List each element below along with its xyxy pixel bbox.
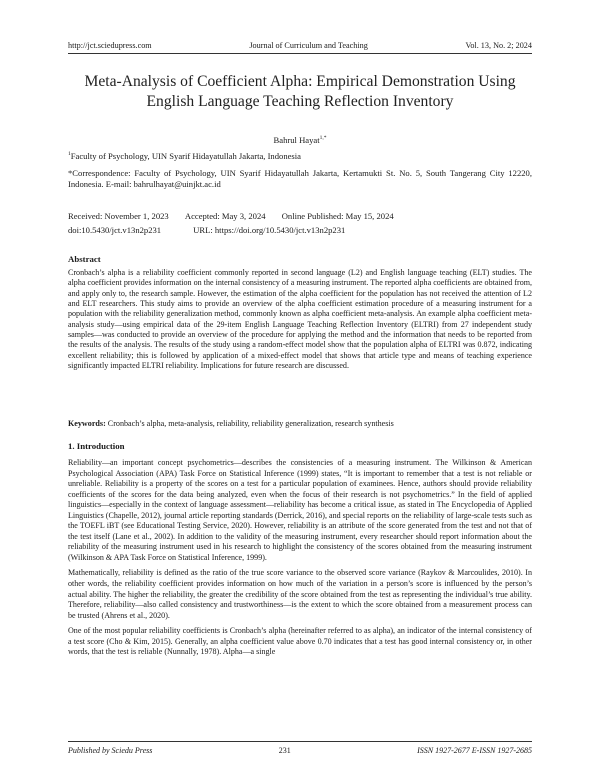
abstract-heading: Abstract: [68, 254, 101, 264]
keywords-label: Keywords:: [68, 419, 106, 428]
journal-url[interactable]: http://jct.sciedupress.com: [68, 41, 152, 50]
issn: ISSN 1927-2677 E-ISSN 1927-2685: [417, 746, 532, 755]
volume-info: Vol. 13, No. 2; 2024: [465, 41, 532, 50]
publisher: Published by Sciedu Press: [68, 746, 153, 755]
title-line-1: Meta-Analysis of Coefficient Alpha: Empirical Demonstration Using: [84, 73, 516, 90]
page-number: 231: [278, 746, 291, 755]
received-date: Received: November 1, 2023: [68, 211, 169, 221]
abstract-text: Cronbach’s alpha is a reliability coefficient commonly reported in second language (L2) and English language teaching (ELT) studies. The alpha coefficient provides information on the internal consistency of a measuring instrument. The reported alpha coefficients are obtained from, and apply only to, the research sample. However, the estimation of the alpha coefficient for the population has not received the attention of L2 and ELT researchers. This study aims to provide an overview of the alpha coefficient estimation procedure of a measuring instrument for a population with the reliability generalization method, commonly known as alpha coefficient meta-analysis. An example alpha coefficient meta-analysis study—using empirical data of the 29-item English Language Teaching Reflection Inventory (ELTRI) from 27 independent study samples—was conducted to provide an overview of the procedure for applying the method and the information that needs to be reported from the results of the analysis. The results of the study using a random-effect model show that the population alpha of ELTRI was 0.872, indicating excellent reliability; this is followed by application of a mixed-effect model that shows that article type and means of teaching experience significantly impacted ELTRI reliability. Implications for future research are discussed.: [68, 268, 532, 371]
published-date: Online Published: May 15, 2024: [281, 211, 394, 221]
doi: doi:10.5430/jct.v13n2p231: [68, 225, 162, 235]
page-footer: [68, 741, 532, 755]
accepted-date: Accepted: May 3, 2024: [184, 211, 266, 221]
paragraph: Mathematically, reliability is defined as the ratio of the true score variance to the observed score variance (Raykov & Marcoulides, 2010). In other words, the reliability coefficient provides information on how much of the variation in a person’s score is influenced by the person’s actual ability. The higher the reliability, the greater the credibility of the score obtained from the test as representing the individual’s true ability. Therefore, reliability—also called consistency and trustworthiness—is the extent to which the score obtained from a measurement process can be trusted (Ahrens et al., 2020).: [68, 568, 532, 620]
paragraph: Reliability—an important concept psychometrics—describes the consistencies of a measuring instrument. The Wilkinson & American Psychological Association (APA) Task Force on Statistical Inference (1999) states, “It is important to remember that a test is not reliable or unreliable. Reliability is a property of the scores on a test for a particular population of examinees. Hence, authors should provide reliability coefficients of the scores for the data being analyzed, even when the focus of their research is not psychometrics.” In the field of applied linguistics—especially in the context of language assessment—reliability has become a critical issue, as stated in The Encyclopedia of Applied Linguistics (Chapelle, 2012), journal article reporting standards (Derrick, 2016), and special reports on the reliability of large-scale tests such as the TOEFL iBT (see Educational Testing Service, 2020). However, reliability is an attribute of the score generated from the test and not that of the test itself (Lane et al., 2002). In addition to the validity of the measuring instrument, every researcher should report information about the reliability of the measuring instrument used in his research to highlight the consistency of the scores obtained from the measuring instrument (Wilkinson & APA Task Force on Statistical Inference, 1999).: [68, 458, 532, 562]
body-text: [68, 458, 532, 663]
publication-dates: [68, 209, 532, 237]
running-header: [68, 41, 532, 54]
section-heading: 1. Introduction: [68, 441, 125, 451]
title-line-2: English Language Teaching Reflection Inventory: [146, 93, 454, 110]
author-superscript: 1,*: [319, 135, 327, 142]
keywords-text: Cronbach’s alpha, meta-analysis, reliability, reliability generalization, research synthesis: [107, 419, 394, 428]
affiliation-text: Faculty of Psychology, UIN Syarif Hidayatullah Jakarta, Indonesia: [70, 151, 301, 161]
affiliation: [68, 151, 532, 161]
correspondence: *Correspondence: Faculty of Psychology, UIN Syarif Hidayatullah Jakarta, Kertamukti St. No. 5, South Tangerang City 12220, Indonesia. E-mail: bahrulhayat@uinjkt.ac.id: [68, 168, 532, 189]
paragraph: One of the most popular reliability coefficients is Cronbach’s alpha (hereinafter referred to as alpha), an indicator of the internal consistency of a test score (Cho & Kim, 2015). Generally, an alpha coefficient value above 0.70 indicates that a test has good internal consistency or, in other words, that the test is reliable (Nunnally, 1978). Alpha—a single: [68, 626, 532, 657]
journal-name: Journal of Curriculum and Teaching: [249, 41, 368, 50]
author-name: Bahrul Hayat: [273, 135, 320, 145]
author-line: [0, 135, 600, 145]
paper-title: [60, 72, 540, 112]
keywords: [68, 419, 532, 428]
doi-url[interactable]: URL: https://doi.org/10.5430/jct.v13n2p231: [193, 225, 346, 235]
affiliation-superscript: 1: [68, 151, 71, 158]
